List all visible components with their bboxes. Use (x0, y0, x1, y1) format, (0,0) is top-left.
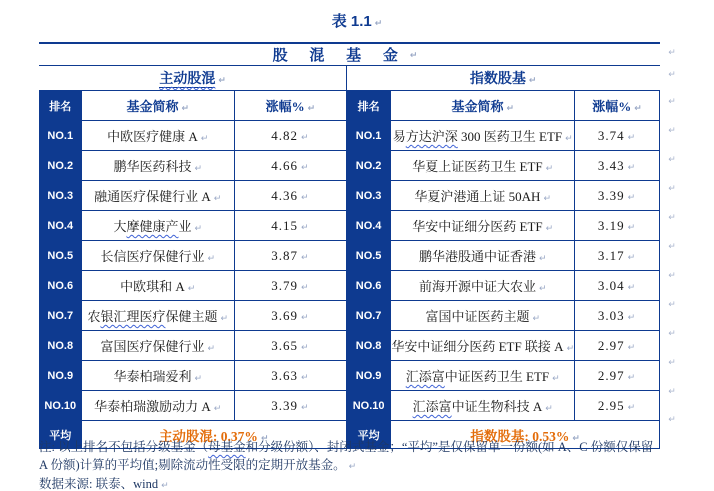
pct-cell: 3.65↵ (234, 331, 346, 361)
return-mark-icon (298, 338, 310, 353)
return-mark-icon (191, 369, 202, 384)
fund-table (39, 42, 660, 449)
pct-cell: 3.79↵ (234, 271, 346, 301)
return-mark-icon (625, 188, 637, 203)
fund-name-cell: 中欧琪和 A↵ (81, 271, 234, 301)
column-header-row (40, 91, 347, 121)
pct-cell: 2.97↵ (575, 331, 660, 361)
fund-name-cell: 富国医疗保健行业↵ (81, 331, 234, 361)
return-mark-icon (526, 72, 537, 87)
return-mark-icon (542, 399, 553, 414)
return-mark-icon (665, 406, 679, 433)
fund-name-cell: 中欧医疗健康 A↵ (81, 121, 234, 151)
rank-cell: NO.10 (40, 391, 82, 421)
table-halves (39, 66, 660, 449)
table-row (347, 181, 660, 211)
rank-cell: NO.5 (40, 241, 82, 271)
return-mark-icon (191, 159, 202, 174)
return-mark-icon (503, 99, 514, 114)
return-mark-icon (298, 248, 310, 263)
fund-name-cell: 前海开源中证大农业↵ (391, 271, 575, 301)
return-mark-icon (549, 369, 560, 384)
table-row (40, 331, 347, 361)
table-row (347, 121, 660, 151)
table-row (40, 241, 347, 271)
paragraph-marks-gutter (665, 42, 679, 433)
footnote-text: 注: 以上排名不包括分级基金（ (39, 440, 209, 454)
index-funds-header-cell (347, 66, 660, 91)
return-mark-icon (625, 308, 637, 323)
fund-name-cell: 农银汇理医疗保健主题↵ (81, 301, 234, 331)
return-mark-icon (625, 278, 637, 293)
return-mark-icon (298, 368, 310, 383)
return-mark-icon (298, 398, 310, 413)
return-mark-icon (665, 145, 679, 174)
fund-name-cell: 大摩健康产业↵ (81, 211, 234, 241)
return-mark-icon (211, 399, 222, 414)
table-row (347, 151, 660, 181)
pct-cell: 2.95↵ (575, 391, 660, 421)
table-row (347, 391, 660, 421)
return-mark-icon (543, 219, 554, 234)
return-mark-icon (191, 219, 202, 234)
return-mark-icon (665, 232, 679, 261)
rank-cell: NO.8 (40, 331, 82, 361)
rank-cell: NO.5 (347, 241, 391, 271)
active-funds-table (39, 66, 347, 449)
table-row (347, 211, 660, 241)
pct-column-header: 涨幅%↵ (234, 91, 346, 121)
return-mark-icon (298, 158, 310, 173)
rank-cell: NO.2 (347, 151, 391, 181)
return-mark-icon (665, 203, 679, 232)
fund-name-cell: 华安中证细分医药 ETF 联接 A↵ (391, 331, 575, 361)
table-row (347, 301, 660, 331)
subheader-row (347, 66, 660, 91)
index-funds-header: 指数股基 (469, 72, 526, 87)
return-mark-icon (665, 290, 679, 319)
return-mark-icon (305, 99, 316, 114)
table-row (347, 361, 660, 391)
return-mark-icon (204, 339, 215, 354)
return-mark-icon (665, 377, 679, 406)
return-mark-icon (665, 116, 679, 145)
return-mark-icon (298, 278, 310, 293)
rank-cell: NO.4 (40, 211, 82, 241)
return-mark-icon (625, 158, 637, 173)
pct-column-header: 涨幅%↵ (575, 91, 660, 121)
column-header-row (347, 91, 660, 121)
return-mark-icon (407, 46, 427, 63)
return-mark-icon (665, 42, 679, 63)
fund-name-cell: 华夏上证医药卫生 ETF↵ (391, 151, 575, 181)
return-mark-icon (372, 13, 383, 30)
pct-cell: 3.39↵ (234, 391, 346, 421)
rank-cell: NO.9 (347, 361, 391, 391)
rank-cell: NO.10 (347, 391, 391, 421)
return-mark-icon (562, 129, 573, 144)
rank-cell: NO.8 (347, 331, 391, 361)
average-label-cell: 平均 (347, 421, 391, 449)
rank-column-header: 排名 (347, 91, 391, 121)
fund-name-cell: 鹏华医药科技↵ (81, 151, 234, 181)
footnote-wavy-text: 母基金 (208, 440, 246, 454)
return-mark-icon (215, 72, 226, 87)
pct-cell: 3.69↵ (234, 301, 346, 331)
rank-cell: NO.3 (40, 181, 82, 211)
fund-name-cell: 融通医疗保健行业 A↵ (81, 181, 234, 211)
return-mark-icon (665, 174, 679, 203)
return-mark-icon (540, 189, 551, 204)
average-value-cell: 主动股混: 0.37%↵ (81, 421, 346, 449)
active-funds-header-cell (40, 66, 347, 91)
pct-cell: 3.43↵ (575, 151, 660, 181)
table-row (40, 121, 347, 151)
rank-cell: NO.7 (347, 301, 391, 331)
pct-cell: 2.97↵ (575, 361, 660, 391)
fund-name-column-header: 基金简称↵ (391, 91, 575, 121)
fund-name-cell: 汇添富中证生物科技 A↵ (391, 391, 575, 421)
subheader-row (40, 66, 347, 91)
table-row (347, 331, 660, 361)
fund-name-cell: 华夏沪港通上证 50AH↵ (391, 181, 575, 211)
rank-cell: NO.1 (347, 121, 391, 151)
pct-cell: 3.74↵ (575, 121, 660, 151)
fund-name-cell: 鹏华港股通中证香港↵ (391, 241, 575, 271)
fund-name-cell: 华泰柏瑞爱利↵ (81, 361, 234, 391)
pct-cell: 4.82↵ (234, 121, 346, 151)
table-row (40, 181, 347, 211)
rank-cell: NO.3 (347, 181, 391, 211)
table-caption (0, 10, 714, 31)
active-funds-header: 主动股混 (159, 72, 216, 87)
fund-name-column-header: 基金简称↵ (81, 91, 234, 121)
footnote-text: 和分级份额）、封闭式基金；“平均”是仅保留单一份额(如 A、C 份额仅保留 A 份额)计算的平均值;剔除流动性受限的定期开放基金。 (39, 440, 654, 472)
return-mark-icon (158, 477, 169, 491)
pct-cell: 4.15↵ (234, 211, 346, 241)
return-mark-icon (564, 339, 575, 354)
return-mark-icon (631, 99, 642, 114)
return-mark-icon (529, 309, 540, 324)
pct-cell: 3.19↵ (575, 211, 660, 241)
banner-text: 股 混 基 金 (272, 48, 407, 64)
return-mark-icon (536, 249, 547, 264)
pct-cell: 3.63↵ (234, 361, 346, 391)
average-value-cell: 指数股基: 0.53%↵ (391, 421, 660, 449)
table-row (40, 271, 347, 301)
return-mark-icon (204, 249, 215, 264)
data-source-text: 数据来源: 联泰、wind (39, 477, 159, 491)
rank-cell: NO.2 (40, 151, 82, 181)
table-row (40, 361, 347, 391)
data-source (39, 474, 169, 491)
footnote (39, 439, 661, 476)
return-mark-icon (543, 159, 554, 174)
rank-cell: NO.1 (40, 121, 82, 151)
pct-cell: 3.03↵ (575, 301, 660, 331)
return-mark-icon (298, 308, 310, 323)
rank-cell: NO.9 (40, 361, 82, 391)
table-banner (39, 42, 660, 66)
table-row (40, 391, 347, 421)
pct-cell: 3.39↵ (575, 181, 660, 211)
pct-cell: 3.04↵ (575, 271, 660, 301)
pct-cell: 3.87↵ (234, 241, 346, 271)
return-mark-icon (625, 398, 637, 413)
return-mark-icon (665, 87, 679, 116)
pct-cell: 4.36↵ (234, 181, 346, 211)
rank-cell: NO.6 (40, 271, 82, 301)
return-mark-icon (665, 348, 679, 377)
fund-name-cell: 华泰柏瑞激励动力 A↵ (81, 391, 234, 421)
index-funds-table (347, 66, 660, 449)
return-mark-icon (665, 261, 679, 290)
table-row (40, 151, 347, 181)
return-mark-icon (665, 63, 679, 87)
return-mark-icon (298, 188, 310, 203)
fund-name-cell: 华安中证细分医药 ETF↵ (391, 211, 575, 241)
return-mark-icon (625, 248, 637, 263)
return-mark-icon (298, 128, 310, 143)
fund-name-cell: 长信医疗保健行业↵ (81, 241, 234, 271)
table-caption-text: 表 1.1 (331, 13, 372, 30)
return-mark-icon (665, 319, 679, 348)
pct-cell: 4.66↵ (234, 151, 346, 181)
table-row (347, 271, 660, 301)
table-row (347, 241, 660, 271)
fund-name-cell: 汇添富中证医药卫生 ETF↵ (391, 361, 575, 391)
table-row (40, 301, 347, 331)
pct-cell: 3.17↵ (575, 241, 660, 271)
return-mark-icon (625, 338, 637, 353)
rank-column-header: 排名 (40, 91, 82, 121)
rank-cell: NO.6 (347, 271, 391, 301)
fund-name-cell: 易方达沪深 300 医药卫生 ETF↵ (391, 121, 575, 151)
return-mark-icon (346, 458, 357, 472)
return-mark-icon (536, 279, 547, 294)
rank-cell: NO.4 (347, 211, 391, 241)
fund-name-cell: 富国中证医药主题↵ (391, 301, 575, 331)
return-mark-icon (625, 368, 637, 383)
return-mark-icon (625, 128, 637, 143)
return-mark-icon (178, 99, 189, 114)
return-mark-icon (198, 129, 209, 144)
table-row (40, 211, 347, 241)
return-mark-icon (211, 189, 222, 204)
rank-cell: NO.7 (40, 301, 82, 331)
return-mark-icon (625, 218, 637, 233)
return-mark-icon (217, 309, 228, 324)
return-mark-icon (185, 279, 196, 294)
return-mark-icon (298, 218, 310, 233)
average-label-cell: 平均 (40, 421, 82, 449)
